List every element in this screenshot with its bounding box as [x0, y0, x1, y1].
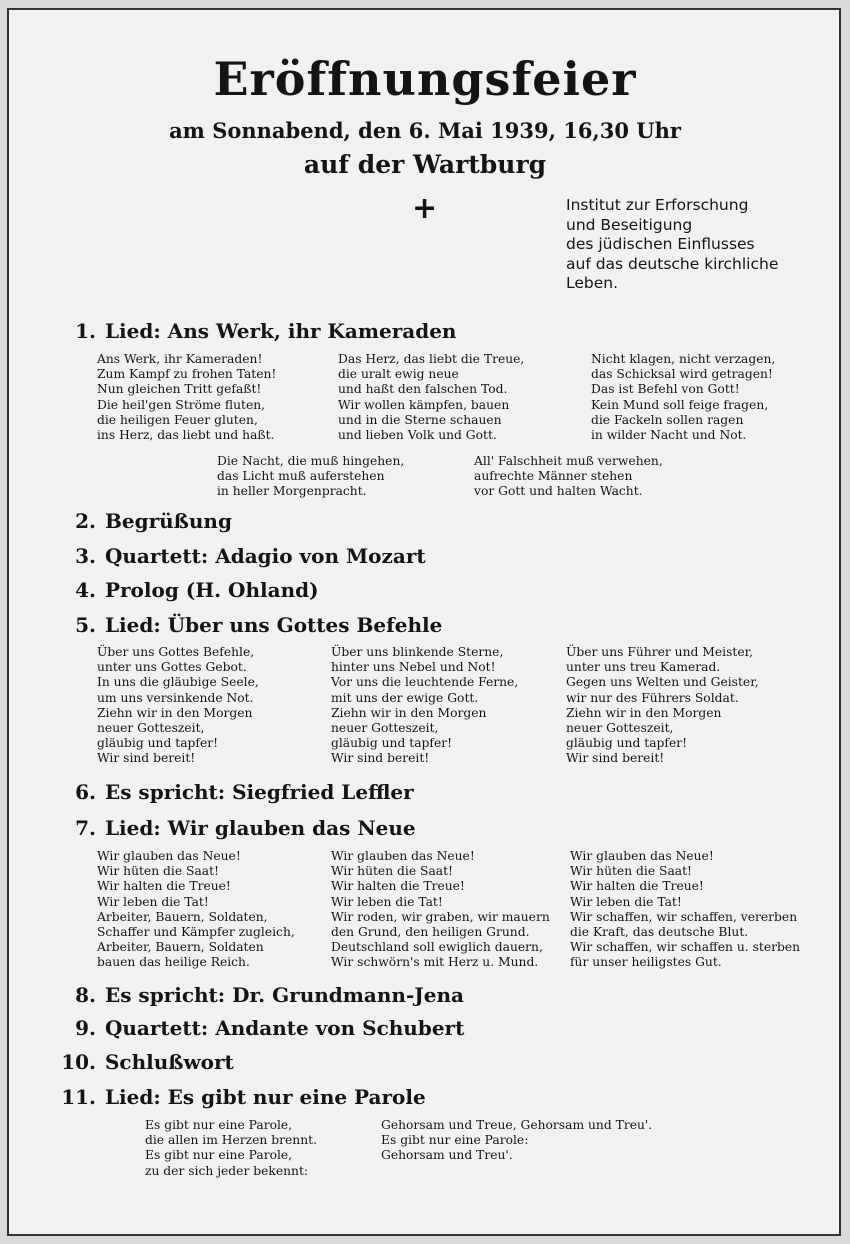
program-item-label: Schlußwort — [104, 1050, 234, 1074]
program-item-9 — [52, 1015, 464, 1041]
song-verse-1-1: Ans Werk, ihr Kameraden! Zum Kampf zu frohen Taten! Nun gleichen Tritt gefaßt! Die heil'gen Ströme fluten, die heiligen Feuer gluten, ins Herz, das liebt und haßt. — [97, 352, 277, 443]
song-verse-1-3: Nicht klagen, nicht verzagen, das Schicksal wird getragen! Das ist Befehl von Gott! Kein Mund soll feige fragen, die Fackeln sollen ragen in wilder Nacht und Not. — [591, 352, 776, 443]
event-date: am Sonnabend, den 6. Mai 1939, 16,30 Uhr — [169, 118, 681, 143]
program-item-number: 11. — [61, 1085, 96, 1109]
program-item-6 — [52, 779, 414, 805]
program-item-label: Lied: Es gibt nur eine Parole — [104, 1085, 426, 1109]
program-item-number: 1. — [75, 319, 96, 343]
song-verse-5-3: Über uns Führer und Meister, unter uns treu Kamerad. Gegen uns Welten und Geister, wir nur des Führers Soldat. Ziehn wir in den Morgen neuer Gotteszeit, gläubig und tapfer! Wir sind bereit! — [566, 645, 759, 766]
program-item-number: 7. — [75, 816, 96, 840]
song-verse-1-4: Die Nacht, die muß hingehen, das Licht muß auferstehen in heller Morgenpracht. — [217, 454, 405, 499]
song-verse-5-1: Über uns Gottes Befehle, unter uns Gottes Gebot. In uns die gläubige Seele, um uns versinkende Not. Ziehn wir in den Morgen neuer Gotteszeit, gläubig und tapfer! Wir sind bereit! — [97, 645, 259, 766]
program-item-2 — [52, 508, 232, 534]
program-item-number: 4. — [75, 578, 96, 602]
program-item-label: Es spricht: Dr. Grundmann-Jena — [104, 983, 464, 1007]
program-item-4 — [52, 577, 319, 603]
song-verse-7-1: Wir glauben das Neue! Wir hüten die Saat! Wir halten die Treue! Wir leben die Tat! Arbeiter, Bauern, Soldaten, Schaffer und Kämpfer zugleich, Arbeiter, Bauern, Soldaten bauen das heilige Reich. — [97, 849, 295, 970]
program-item-number: 6. — [75, 780, 96, 804]
program-item-11 — [52, 1084, 426, 1110]
program-item-label: Lied: Wir glauben das Neue — [104, 816, 416, 840]
song-verse-11-1: Es gibt nur eine Parole, die allen im Herzen brennt. Es gibt nur eine Parole, zu der sich jeder bekennt: — [145, 1118, 317, 1178]
program-item-label: Quartett: Andante von Schubert — [104, 1016, 465, 1040]
program-item-label: Quartett: Adagio von Mozart — [104, 544, 426, 568]
program-item-number: 2. — [75, 509, 96, 533]
song-verse-1-5: All' Falschheit muß verwehen, aufrechte Männer stehen vor Gott und halten Wacht. — [474, 454, 663, 499]
page-title: Eröffnungsfeier — [213, 52, 637, 106]
song-verse-1-2: Das Herz, das liebt die Treue, die uralt ewig neue und haßt den falschen Tod. Wir wollen kämpfen, bauen und in die Sterne schauen und lieben Volk und Gott. — [338, 352, 525, 443]
program-item-1 — [52, 318, 456, 344]
song-verse-11-2: Gehorsam und Treue, Gehorsam und Treu'. Es gibt nur eine Parole: Gehorsam und Treu'. — [381, 1118, 653, 1163]
program-item-number: 10. — [61, 1050, 96, 1074]
program-item-7 — [52, 815, 416, 841]
program-item-3 — [52, 543, 426, 569]
program-item-8 — [52, 982, 464, 1008]
song-verse-7-2: Wir glauben das Neue! Wir hüten die Saat! Wir halten die Treue! Wir leben die Tat! Wir roden, wir graben, wir mauern den Grund, den heiligen Grund. Deutschland soll ewiglich dauern, Wir schwörn's mit Herz u. Mund. — [331, 849, 550, 970]
program-item-number: 5. — [75, 613, 96, 637]
program-item-label: Lied: Über uns Gottes Befehle — [104, 613, 443, 637]
song-verse-5-2: Über uns blinkende Sterne, hinter uns Nebel und Not! Vor uns die leuchtende Ferne, mit uns der ewige Gott. Ziehn wir in den Morgen neuer Gotteszeit, gläubig und tapfer! Wir sind bereit! — [331, 645, 519, 766]
institut-name: Institut zur Erforschung und Beseitigung des jüdischen Einflusses auf das deutsche kirchliche Leben. — [566, 196, 779, 292]
program-item-5 — [52, 612, 442, 638]
song-verse-7-3: Wir glauben das Neue! Wir hüten die Saat! Wir halten die Treue! Wir leben die Tat! Wir schaffen, wir schaffen, vererben die Kraft, das deutsche Blut. Wir schaffen, wir schaffen u. sterben für unser heiligstes Gut. — [570, 849, 801, 970]
program-item-label: Prolog (H. Ohland) — [104, 578, 319, 602]
program-item-10 — [52, 1049, 234, 1075]
program-item-number: 3. — [75, 544, 96, 568]
program-item-number: 8. — [75, 983, 96, 1007]
program-item-label: Begrüßung — [104, 509, 232, 533]
cross-icon: + — [412, 191, 438, 226]
program-item-label: Lied: Ans Werk, ihr Kameraden — [104, 319, 457, 343]
program-item-label: Es spricht: Siegfried Leffler — [104, 780, 414, 804]
program-item-number: 9. — [75, 1016, 96, 1040]
event-place: auf der Wartburg — [303, 150, 547, 179]
